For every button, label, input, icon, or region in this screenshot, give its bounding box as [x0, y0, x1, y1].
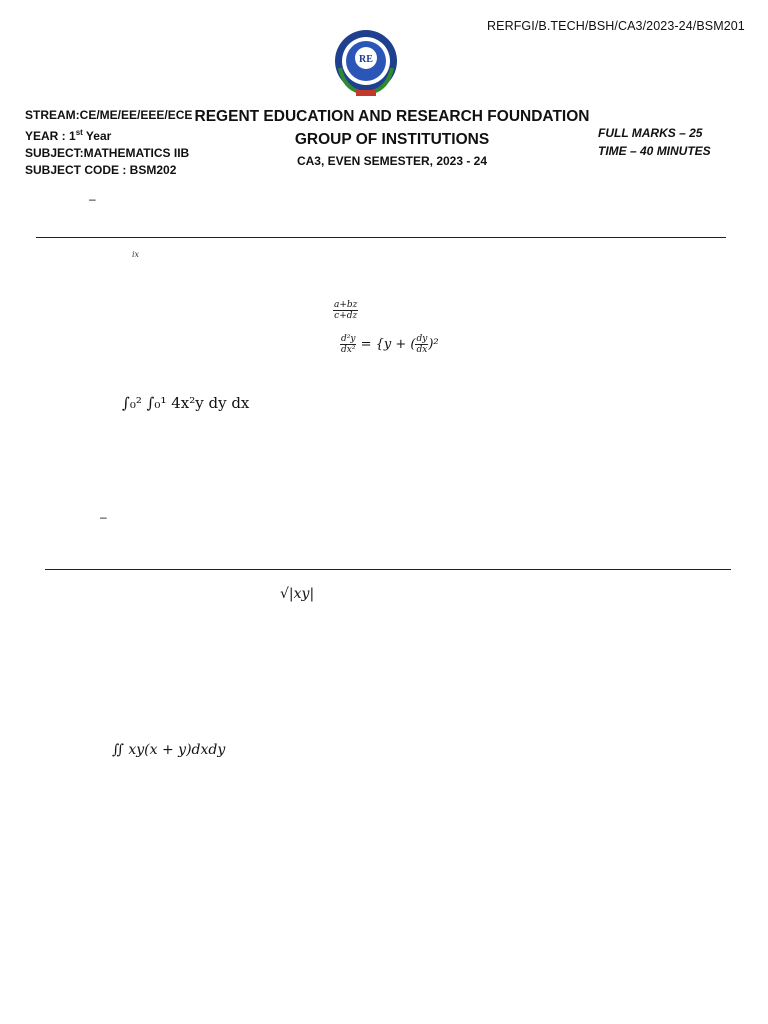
institution-crest-icon [330, 28, 402, 100]
year-line: YEAR : 1st Year [25, 128, 112, 143]
exam-meta [25, 107, 192, 179]
stream-line: STREAM:CE/ME/EE/EEE/ECE [25, 108, 193, 122]
marks-block [598, 124, 711, 160]
time-limit: TIME – 40 MINUTES [598, 144, 711, 158]
mobius-fraction: $\frac{a+bz}{c+dz}$ [334, 300, 358, 321]
org-group: GROUP OF INSTITUTIONS [294, 131, 490, 148]
section2-dash: – [100, 510, 107, 524]
exam-session: CA3, EVEN SEMESTER, 2023 - 24 [296, 154, 488, 168]
organization-title [192, 106, 592, 170]
subject-line: SUBJECT:MATHEMATICS IIB [25, 146, 190, 160]
double-integral-expression: ∫₀² ∫₀¹ 4x²y dy dx [122, 394, 250, 412]
org-name: REGENT EDUCATION AND RESEARCH FOUNDATION [194, 108, 590, 125]
ode-expression: $\frac{\text{d²y}}{\text{dx²}}$ = {y + ( $\frac{dy}{dx}$ )² [341, 334, 439, 355]
full-marks: FULL MARKS – 25 [598, 126, 703, 140]
small-mark: ix [132, 250, 140, 259]
sqrt-expression: √|xy| [280, 586, 315, 602]
subject-code-line: SUBJECT CODE : BSM202 [25, 163, 177, 177]
region-double-integral: ∬ xy(x + y)dxdy [112, 742, 226, 758]
section1-dash: – [89, 192, 96, 206]
section2-divider [45, 569, 731, 570]
reference-code: RERFGI/B.TECH/BSH/CA3/2023-24/BSM201 [487, 19, 745, 33]
section1-divider [36, 237, 726, 238]
svg-text:RE: RE [359, 54, 373, 65]
